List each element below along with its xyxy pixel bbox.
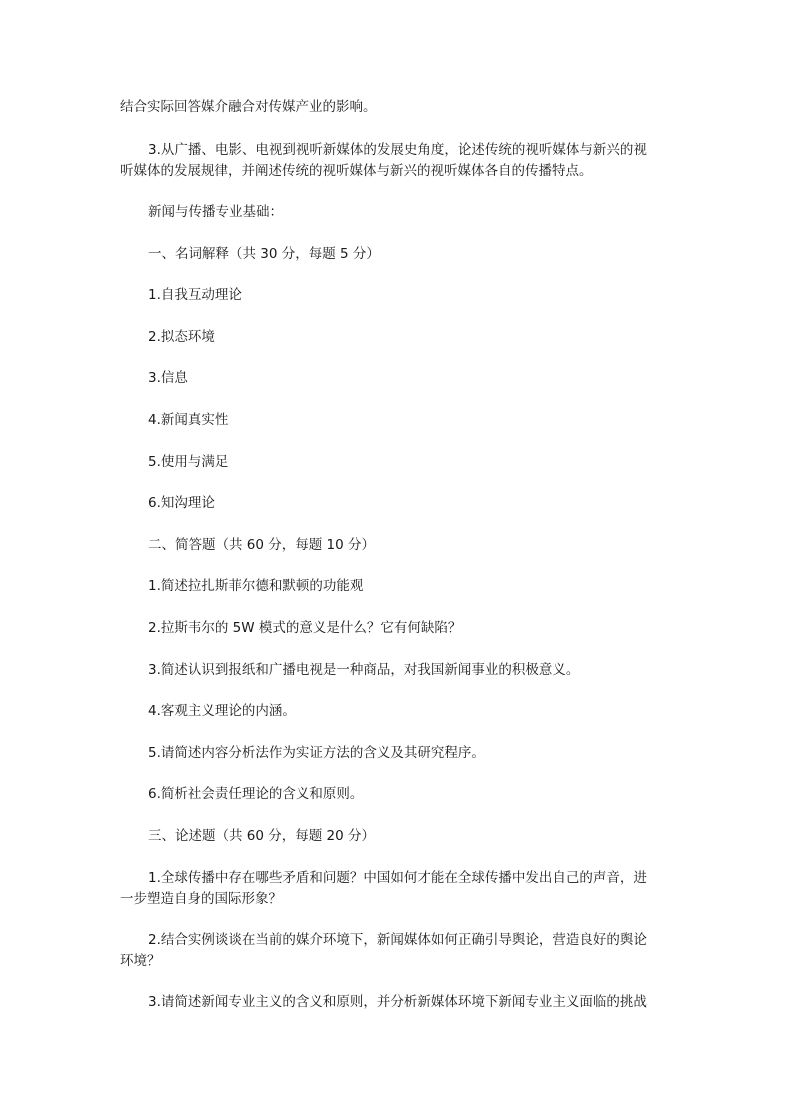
section-1-item-4: 4.新闻真实性 (148, 412, 229, 428)
question-3-paragraph (120, 140, 665, 182)
section-2-item-5: 5.请简述内容分析法作为实证方法的含义及其研究程序。 (148, 745, 485, 761)
section-3-item-1 (120, 868, 665, 910)
section-2-item-4: 4.客观主义理论的内涵。 (148, 703, 296, 719)
section-1-item-6: 6.知沟理论 (148, 495, 215, 511)
section-3-item-1-line-2: 一步塑造自身的国际形象？ (120, 891, 282, 907)
intro-paragraph: 结合实际回答媒介融合对传媒产业的影响。 (120, 99, 377, 115)
section-1-item-3: 3.信息 (148, 370, 188, 386)
section-2-title: 二、简答题（共 60 分，每题 10 分） (148, 537, 376, 553)
section-1-title: 一、名词解释（共 30 分，每题 5 分） (148, 246, 380, 262)
section-3-item-1-line-1: 1.全球传播中存在哪些矛盾和问题？中国如何才能在全球传播中发出自己的声音，进 (148, 870, 647, 886)
section-2-item-3: 3.简述认识到报纸和广播电视是一种商品，对我国新闻事业的积极意义。 (148, 662, 580, 678)
section-3-item-2-line-1: 2.结合实例谈谈在当前的媒介环境下，新闻媒体如何正确引导舆论，营造良好的舆论 (148, 932, 647, 948)
section-3-title: 三、论述题（共 60 分，每题 20 分） (148, 828, 376, 844)
section-2-item-6: 6.简析社会责任理论的含义和原则。 (148, 786, 364, 802)
question-3-line-2: 听媒体的发展规律，并阐述传统的视听媒体与新兴的视听媒体各自的传播特点。 (120, 163, 593, 179)
section-2-item-2: 2.拉斯韦尔的 5W 模式的意义是什么？它有何缺陷？ (148, 620, 462, 636)
section-1-item-1: 1.自我互动理论 (148, 287, 242, 303)
section-1-item-2: 2.拟态环境 (148, 329, 215, 345)
section-3-item-3-line-1: 3.请简述新闻专业主义的含义和原则，并分析新媒体环境下新闻专业主义面临的挑战 (148, 994, 647, 1010)
section-1-item-5: 5.使用与满足 (148, 454, 229, 470)
question-3-line-1: 3.从广播、电影、电视到视听新媒体的发展史角度，论述传统的视听媒体与新兴的视 (148, 142, 647, 158)
section-2-item-1: 1.简述拉扎斯菲尔德和默顿的功能观 (148, 578, 364, 594)
section-3-item-2-line-2: 环境？ (120, 953, 161, 969)
subject-title: 新闻与传播专业基础： (148, 204, 283, 220)
section-3-item-2 (120, 930, 665, 972)
section-3-item-3 (120, 992, 665, 1013)
